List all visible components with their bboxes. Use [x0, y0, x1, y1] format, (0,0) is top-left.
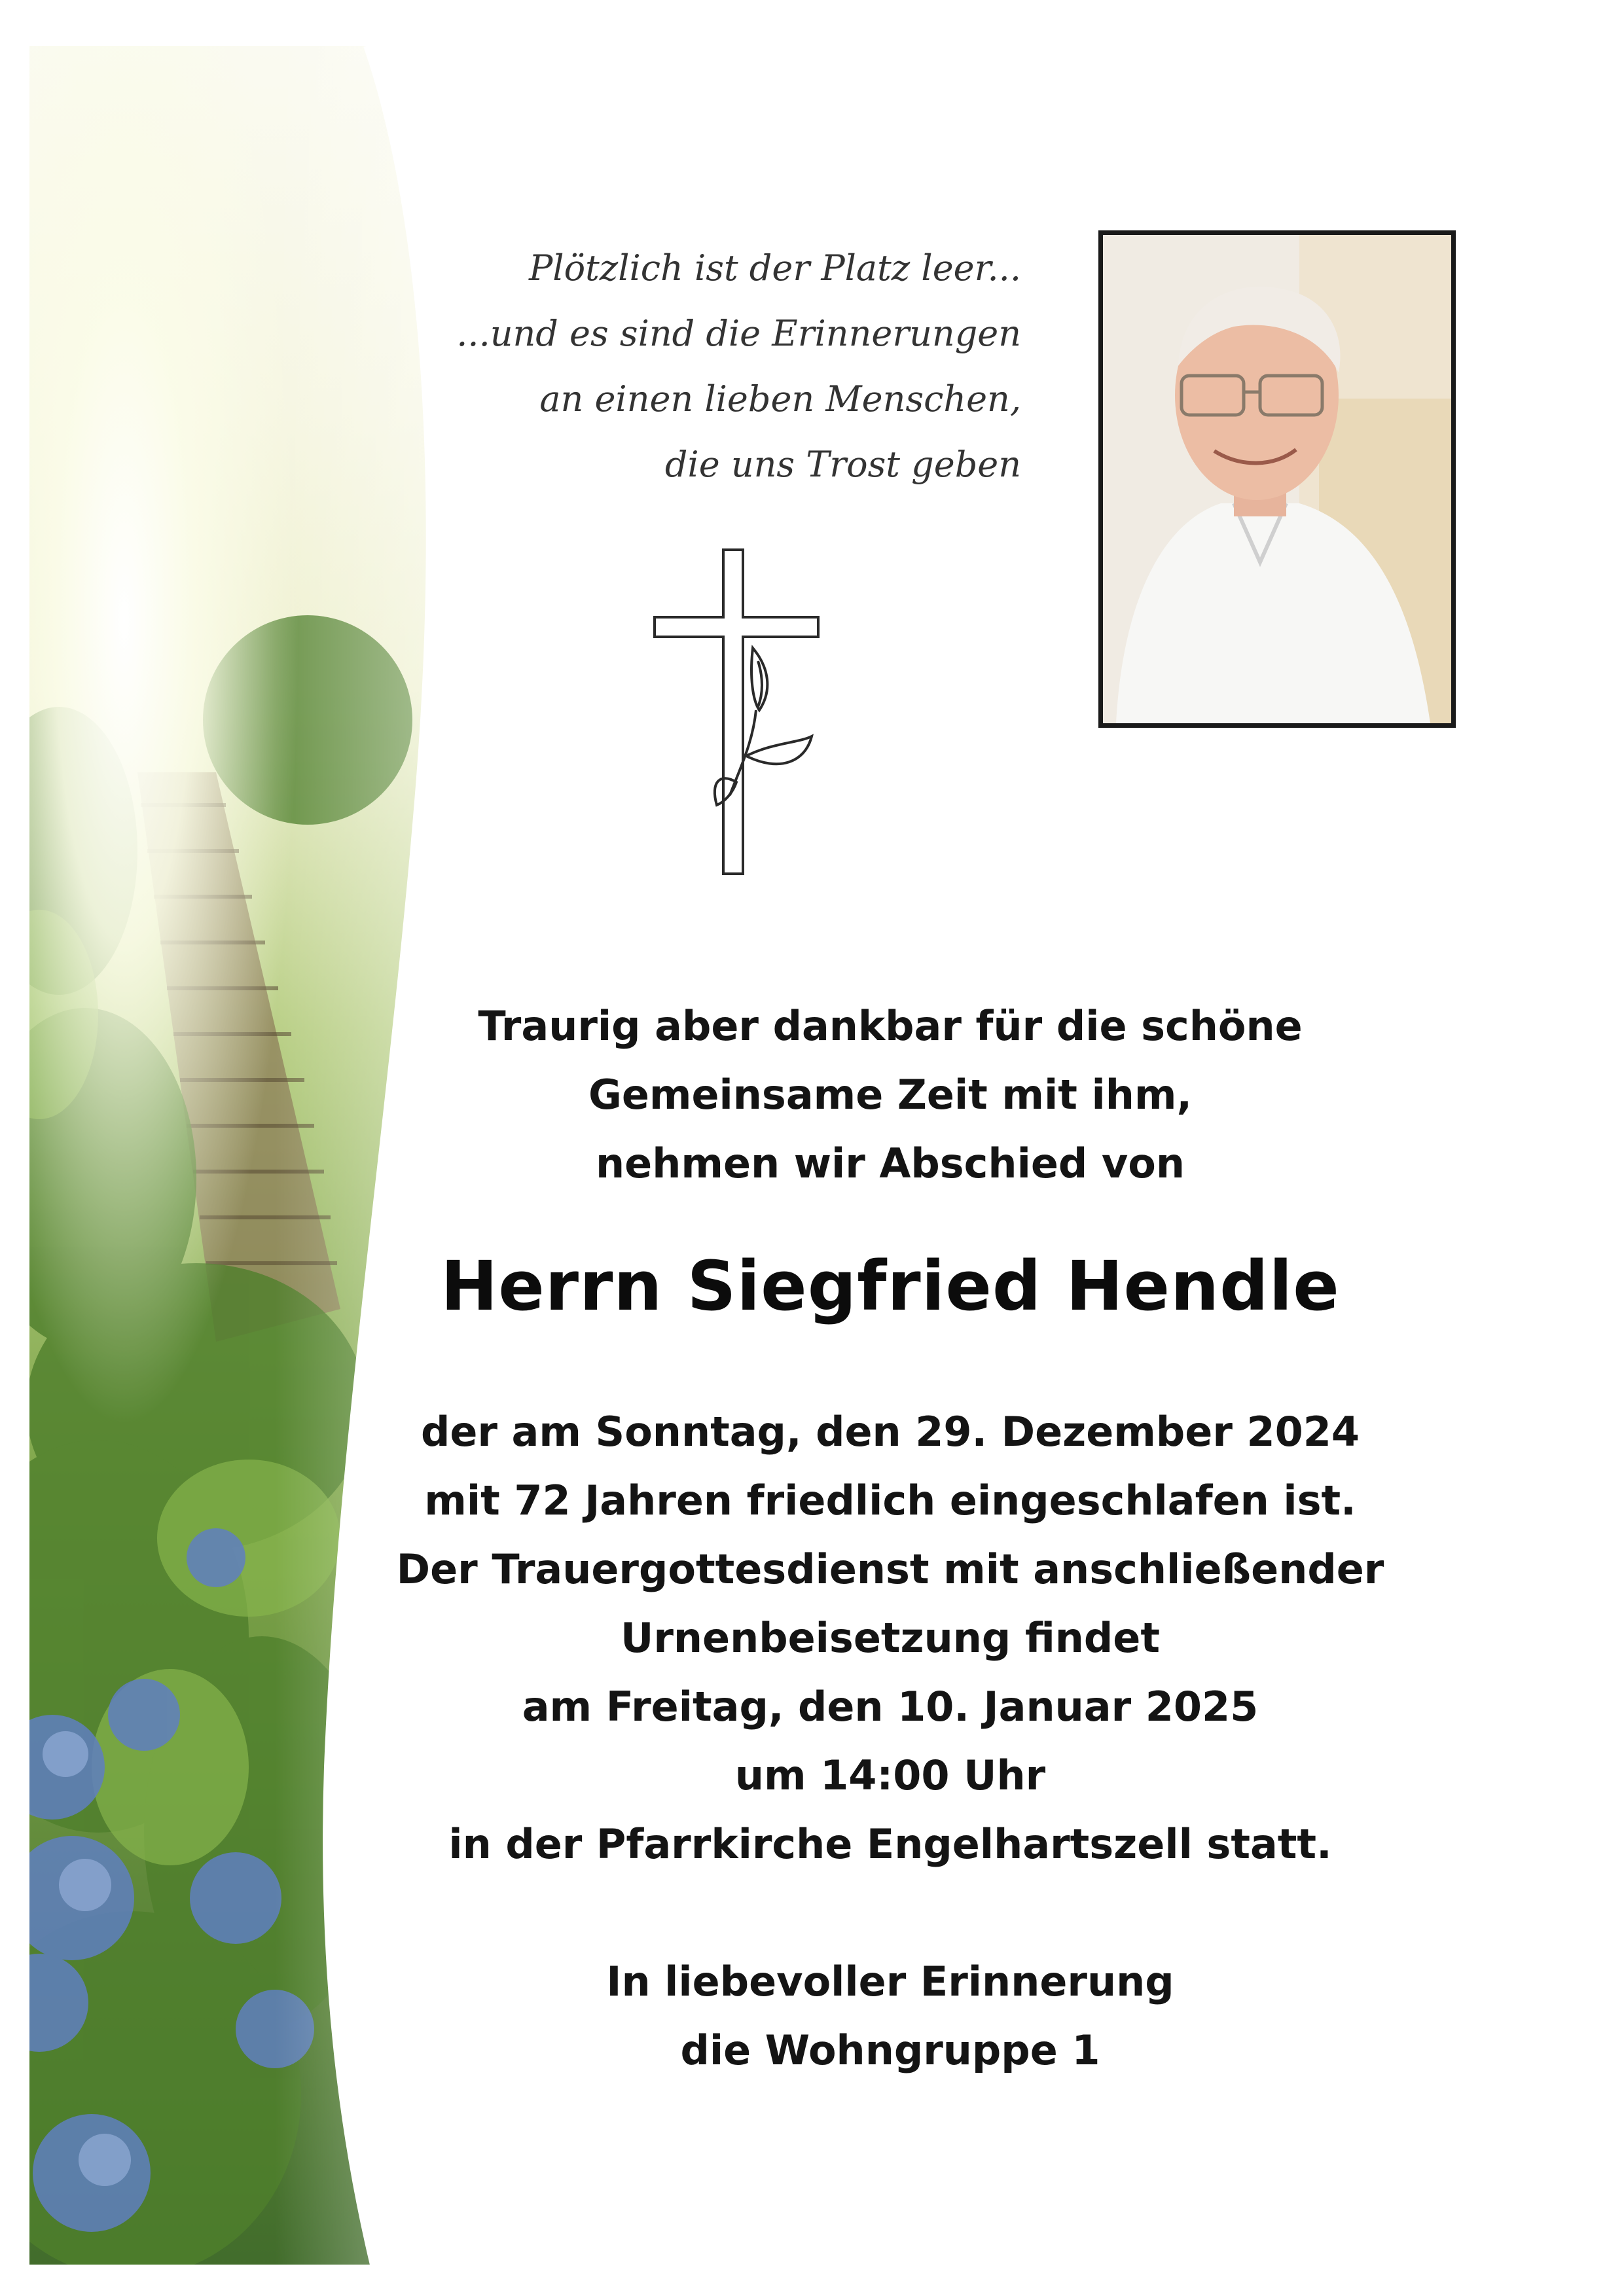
details-line: Urnenbeisetzung findet [620, 1614, 1160, 1662]
closing-line: In liebevoller Erinnerung [606, 1958, 1174, 2005]
cross-with-lily-icon [648, 547, 825, 880]
intro-line: Traurig aber dankbar für die schöne [478, 1002, 1303, 1050]
details-line: am Freitag, den 10. Januar 2025 [522, 1683, 1259, 1731]
intro-line: nehmen wir Abschied von [596, 1139, 1185, 1187]
intro-text [367, 992, 1414, 1198]
memorial-quote [419, 236, 1021, 497]
quote-line: Plötzlich ist der Platz leer... [528, 247, 1021, 289]
closing-line: die Wohngruppe 1 [680, 2026, 1100, 2074]
details-line: mit 72 Jahren friedlich eingeschlafen ist. [424, 1477, 1356, 1524]
details-line: der am Sonntag, den 29. Dezember 2024 [420, 1408, 1360, 1456]
intro-line: Gemeinsame Zeit mit ihm, [588, 1071, 1193, 1119]
deceased-name [367, 1240, 1414, 1332]
portrait-photo [1098, 230, 1456, 728]
details-line: in der Pfarrkirche Engelhartszell statt. [448, 1820, 1332, 1868]
details-line: Der Trauergottesdienst mit anschließender [396, 1545, 1384, 1593]
service-details [367, 1397, 1414, 1878]
quote-line: ...und es sind die Erinnerungen [456, 313, 1021, 354]
closing-signature [367, 1947, 1414, 2085]
details-line: um 14:00 Uhr [734, 1751, 1046, 1799]
quote-line: an einen lieben Menschen, [539, 378, 1021, 420]
quote-line: die uns Trost geben [664, 444, 1021, 485]
deceased-name-text: Herrn Siegfried Hendle [441, 1246, 1340, 1326]
